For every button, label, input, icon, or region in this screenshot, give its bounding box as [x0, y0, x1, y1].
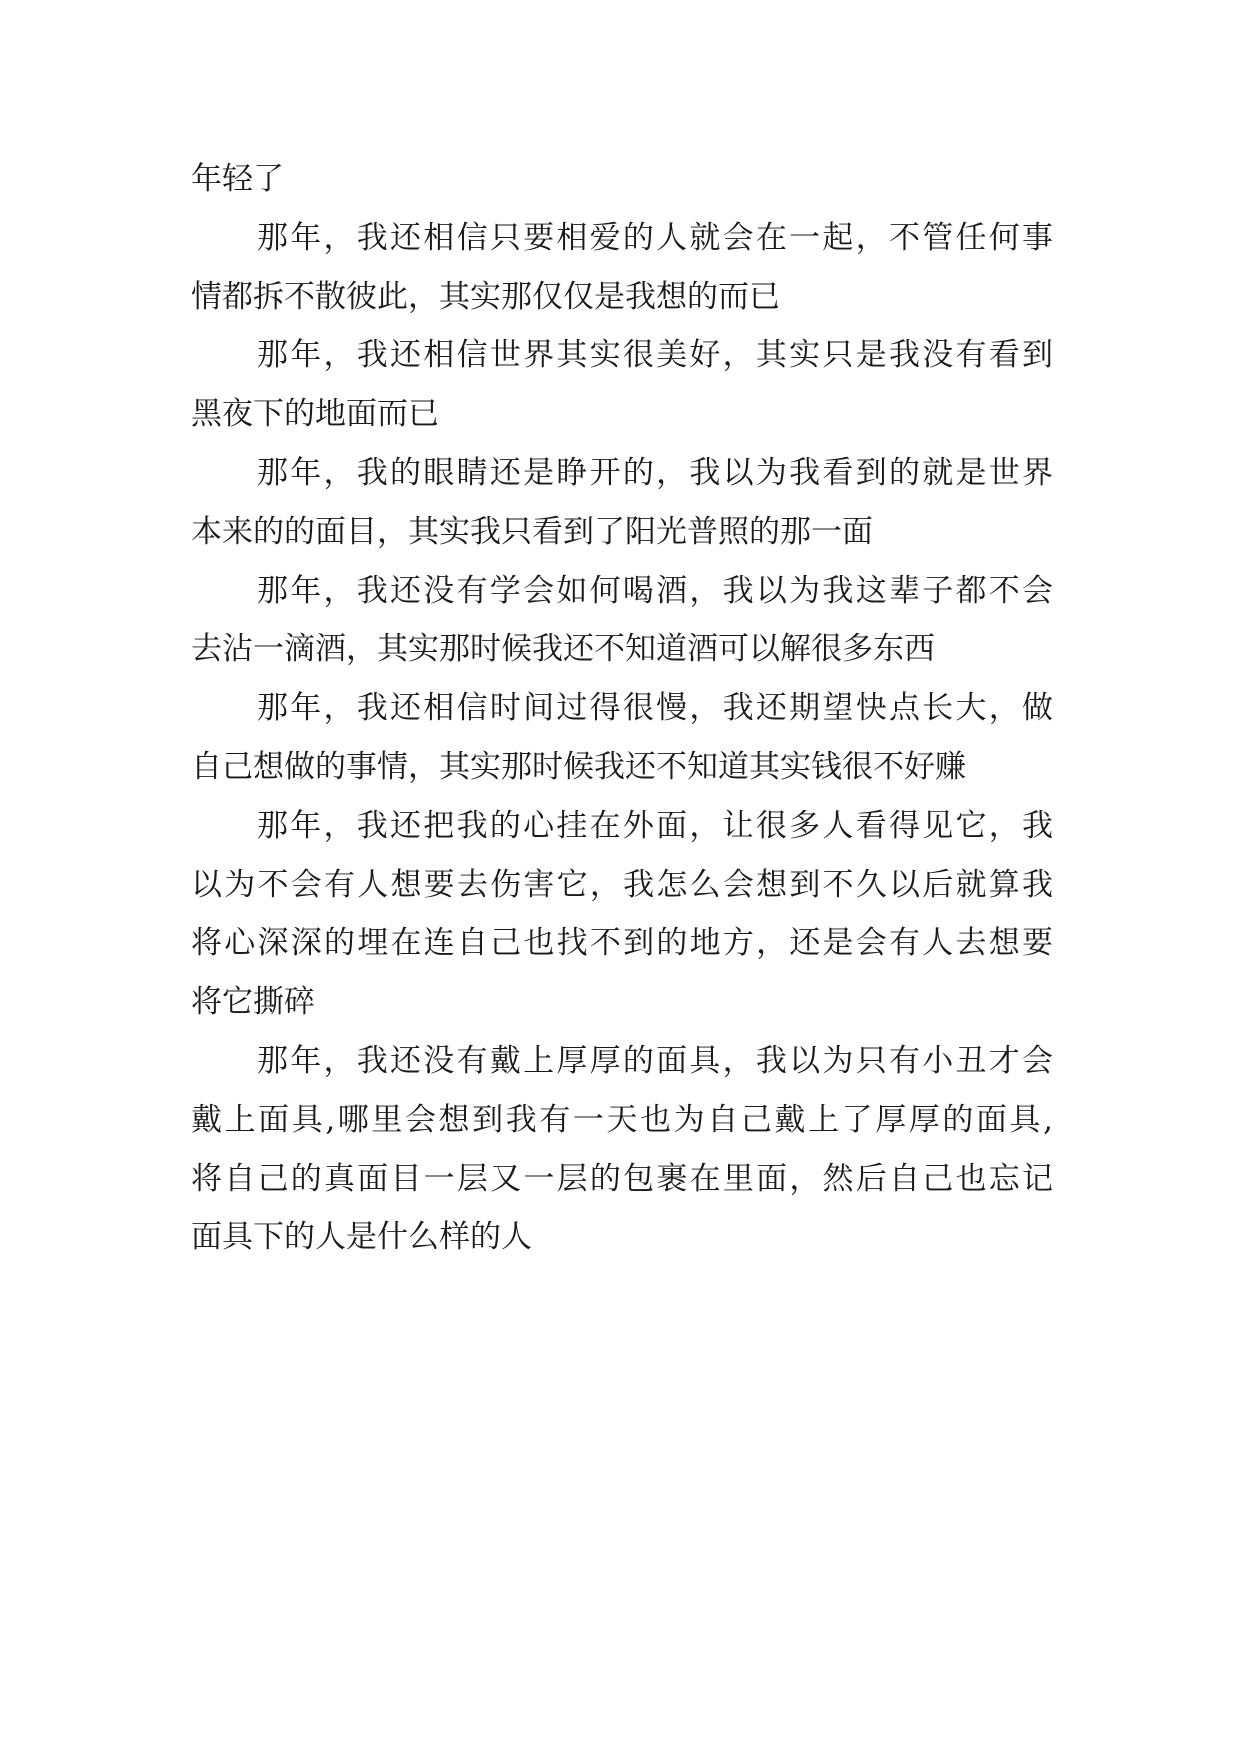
paragraph-first-line: 那年，我还把我的心挂在外面，让很多人看得见它，我 [257, 807, 1053, 844]
text-line: 将它撕碎 [191, 984, 315, 1021]
text-line: 戴上面具,哪里会想到我有一天也为自己戴上了厚厚的面具, [191, 1101, 1053, 1138]
paragraph-first-line: 那年，我还相信世界其实很美好，其实只是我没有看到 [257, 337, 1053, 374]
paragraph-first-line: 那年，我还没有学会如何喝酒，我以为我这辈子都不会 [257, 572, 1053, 609]
text-line: 面具下的人是什么样的人 [191, 1219, 532, 1256]
text-line: 黑夜下的地面而已 [191, 396, 439, 433]
text-line: 自己想做的事情，其实那时候我还不知道其实钱很不好赚 [191, 748, 966, 785]
text-line: 去沾一滴酒，其实那时候我还不知道酒可以解很多东西 [191, 631, 935, 668]
text-line: 将心深深的埋在连自己也找不到的地方，还是会有人去想要 [191, 925, 1053, 962]
paragraph-first-line: 那年，我还相信时间过得很慢，我还期望快点长大，做 [257, 690, 1053, 727]
paragraph-first-line: 那年，我的眼睛还是睁开的，我以为我看到的就是世界 [257, 454, 1053, 491]
text-line: 情都拆不散彼此，其实那仅仅是我想的而已 [191, 278, 780, 315]
text-line: 以为不会有人想要去伤害它，我怎么会想到不久以后就算我 [191, 866, 1053, 903]
text-line: 将自己的真面目一层又一层的包裹在里面，然后自己也忘记 [191, 1160, 1053, 1197]
text-line: 年轻了 [191, 161, 284, 197]
document-body [191, 150, 1053, 1270]
paragraph-first-line: 那年，我还相信只要相爱的人就会在一起，不管任何事 [257, 219, 1053, 256]
paragraph-first-line: 那年，我还没有戴上厚厚的面具，我以为只有小丑才会 [257, 1042, 1053, 1079]
text-line: 本来的的面目，其实我只看到了阳光普照的那一面 [191, 513, 873, 550]
